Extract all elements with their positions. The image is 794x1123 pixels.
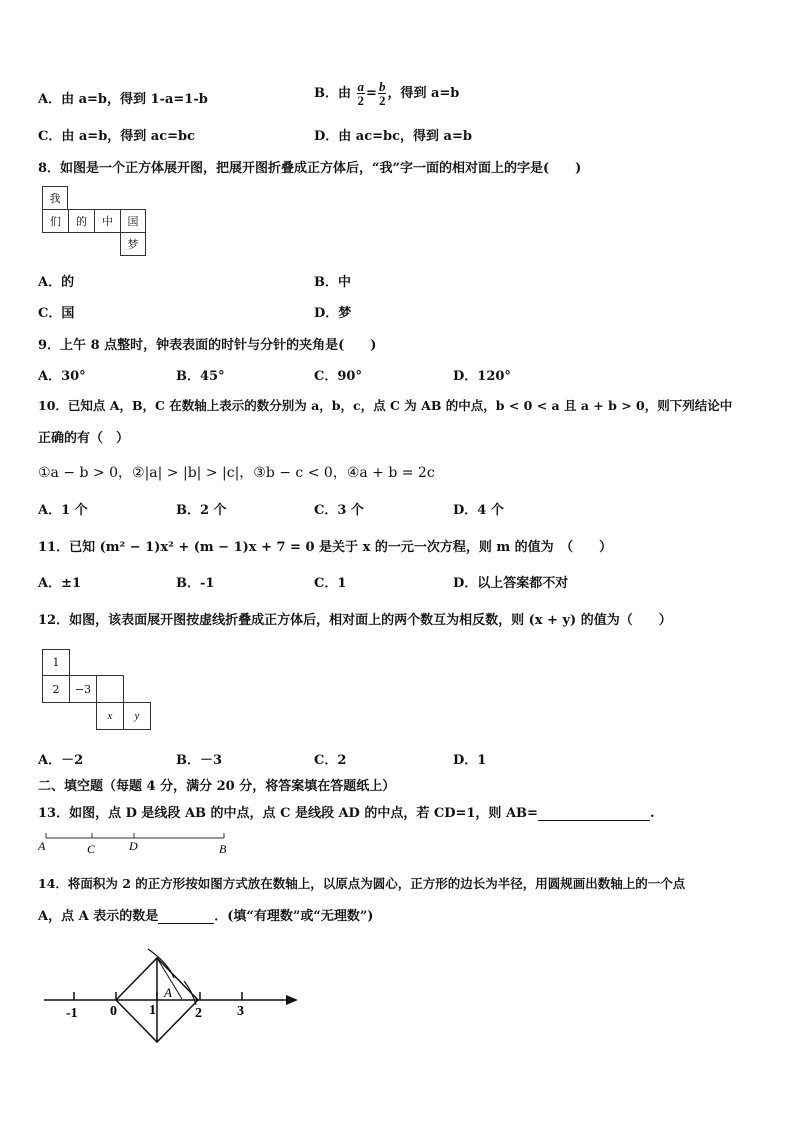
q12-cell-neg3: −3 xyxy=(69,675,97,703)
q12-cell-2: 2 xyxy=(42,675,70,703)
q7-option-a: A．由 a=b，得到 1-a=1-b xyxy=(38,92,208,107)
q13-label-b: B xyxy=(219,842,227,856)
q13-stem-end: . xyxy=(649,806,655,821)
q14-tick-label: 1 xyxy=(149,1003,156,1018)
q14-stem-line2 xyxy=(38,905,373,924)
section-2-heading: 二、填空题（每题 4 分，满分 20 分，将答案填在答题纸上） xyxy=(38,779,396,794)
q14-answer-blank xyxy=(158,909,214,924)
q14-axis-arrow xyxy=(286,995,298,1005)
q7-option-b-prefix: B．由 xyxy=(314,86,351,101)
q9-option-a: A．30° xyxy=(38,369,86,384)
q10-option-a: A．1 个 xyxy=(38,503,88,518)
q11-stem: 11．已知 (m² − 1)x² + (m − 1)x + 7 = 0 是关于 x 的一元一次方程，则 m 的值为 （ ） xyxy=(38,540,613,555)
q13-label-c: C xyxy=(87,842,96,856)
q7-option-b xyxy=(314,80,459,107)
q13-answer-blank xyxy=(538,806,650,821)
q14-stem-line1: 14．将面积为 2 的正方形按如图方式放在数轴上，以原点为圆心，正方形的边长为半径，用圆规画出数轴上的一个点 xyxy=(38,876,686,891)
frac-num: b xyxy=(378,79,386,94)
q13-stem-text: 13．如图，点 D 是线段 AB 的中点，点 C 是线段 AD 的中点，若 CD=1，则 AB= xyxy=(38,806,538,821)
q12-cell-1: 1 xyxy=(42,649,70,676)
q11-option-a: A．±1 xyxy=(38,576,82,591)
q10-stem-line1: 10．已知点 A，B，C 在数轴上表示的数分别为 a，b，c，点 C 为 AB 的中点，b < 0 < a 且 a + b > 0，则下列结论中 xyxy=(38,398,733,413)
q10-option-d: D．4 个 xyxy=(453,503,504,518)
q12-cell-x: x xyxy=(96,702,124,730)
q14-tick-label: 3 xyxy=(237,1004,244,1019)
q8-cell-de: 的 xyxy=(68,209,95,233)
q11-option-d: D．以上答案都不对 xyxy=(453,576,569,591)
q14-point-a-label: A xyxy=(164,985,172,1000)
q7-fraction-b-over-2 xyxy=(378,80,387,107)
q8-cell-guo: 国 xyxy=(120,209,146,233)
q11-option-c: C．1 xyxy=(314,576,347,591)
q8-cell-meng: 梦 xyxy=(120,232,146,256)
q10-stem-line2: 正确的有（ ） xyxy=(38,431,130,446)
q8-stem: 8．如图是一个正方体展开图，把展开图折叠成正方体后，“我”字一面的相对面上的字是( ) xyxy=(38,161,582,176)
q14-stem-part-a: A，点 A 表示的数是 xyxy=(38,909,159,924)
q8-cell-wo: 我 xyxy=(42,186,68,210)
q12-stem: 12．如图，该表面展开图按虚线折叠成正方体后，相对面上的两个数互为相反数，则 (x + y) 的值为（ ） xyxy=(38,613,672,628)
q14-stem-part-b: ．(填“有理数”或“无理数”) xyxy=(214,909,374,924)
q7-eq: = xyxy=(366,86,377,101)
q14-tick-label: 0 xyxy=(110,1004,117,1019)
q8-option-b: B．中 xyxy=(314,275,351,290)
q13-label-a: A xyxy=(38,839,46,853)
q14-tick-label: -1 xyxy=(66,1006,78,1021)
frac-den: 2 xyxy=(378,93,386,108)
q10-option-c: C．3 个 xyxy=(314,503,364,518)
q14-arc-lower xyxy=(184,981,196,1005)
q10-option-b: B．2 个 xyxy=(176,503,227,518)
q7-fraction-a-over-2 xyxy=(357,80,366,107)
q8-cell-men: 们 xyxy=(42,209,69,233)
q9-option-b: B．45° xyxy=(176,369,225,384)
q9-option-c: C．90° xyxy=(314,369,362,384)
q14-tick-label: 2 xyxy=(195,1006,202,1021)
q7-option-b-suffix: ，得到 a=b xyxy=(387,86,460,101)
q12-cell-y: y xyxy=(123,702,151,730)
q14-number-line-diagram xyxy=(40,945,305,1045)
q8-option-a: A．的 xyxy=(38,275,75,290)
q8-option-c: C．国 xyxy=(38,306,75,321)
q12-cell-empty xyxy=(96,675,124,703)
q12-option-b: B．－3 xyxy=(176,753,223,768)
q13-stem xyxy=(38,802,654,821)
q7-option-d: D．由 ac=bc，得到 a=b xyxy=(314,129,472,144)
q12-option-c: C．2 xyxy=(314,753,347,768)
q9-option-d: D．120° xyxy=(453,369,511,384)
q8-cell-zhong: 中 xyxy=(94,209,121,233)
frac-num: a xyxy=(357,79,365,94)
q13-segment-diagram xyxy=(36,828,236,858)
q12-option-d: D．1 xyxy=(453,753,487,768)
q11-option-b: B．-1 xyxy=(176,576,215,591)
q10-statements: ①a − b > 0，②|a| > |b| > |c|，③b − c < 0，④a + b = 2c xyxy=(38,465,435,481)
q13-label-d: D xyxy=(129,839,138,853)
q9-stem: 9．上午 8 点整时，钟表表面的时针与分针的夹角是( ) xyxy=(38,338,377,353)
frac-den: 2 xyxy=(357,93,365,108)
q8-option-d: D．梦 xyxy=(314,306,352,321)
q7-option-c: C．由 a=b，得到 ac=bc xyxy=(38,129,196,144)
q12-option-a: A．－2 xyxy=(38,753,84,768)
